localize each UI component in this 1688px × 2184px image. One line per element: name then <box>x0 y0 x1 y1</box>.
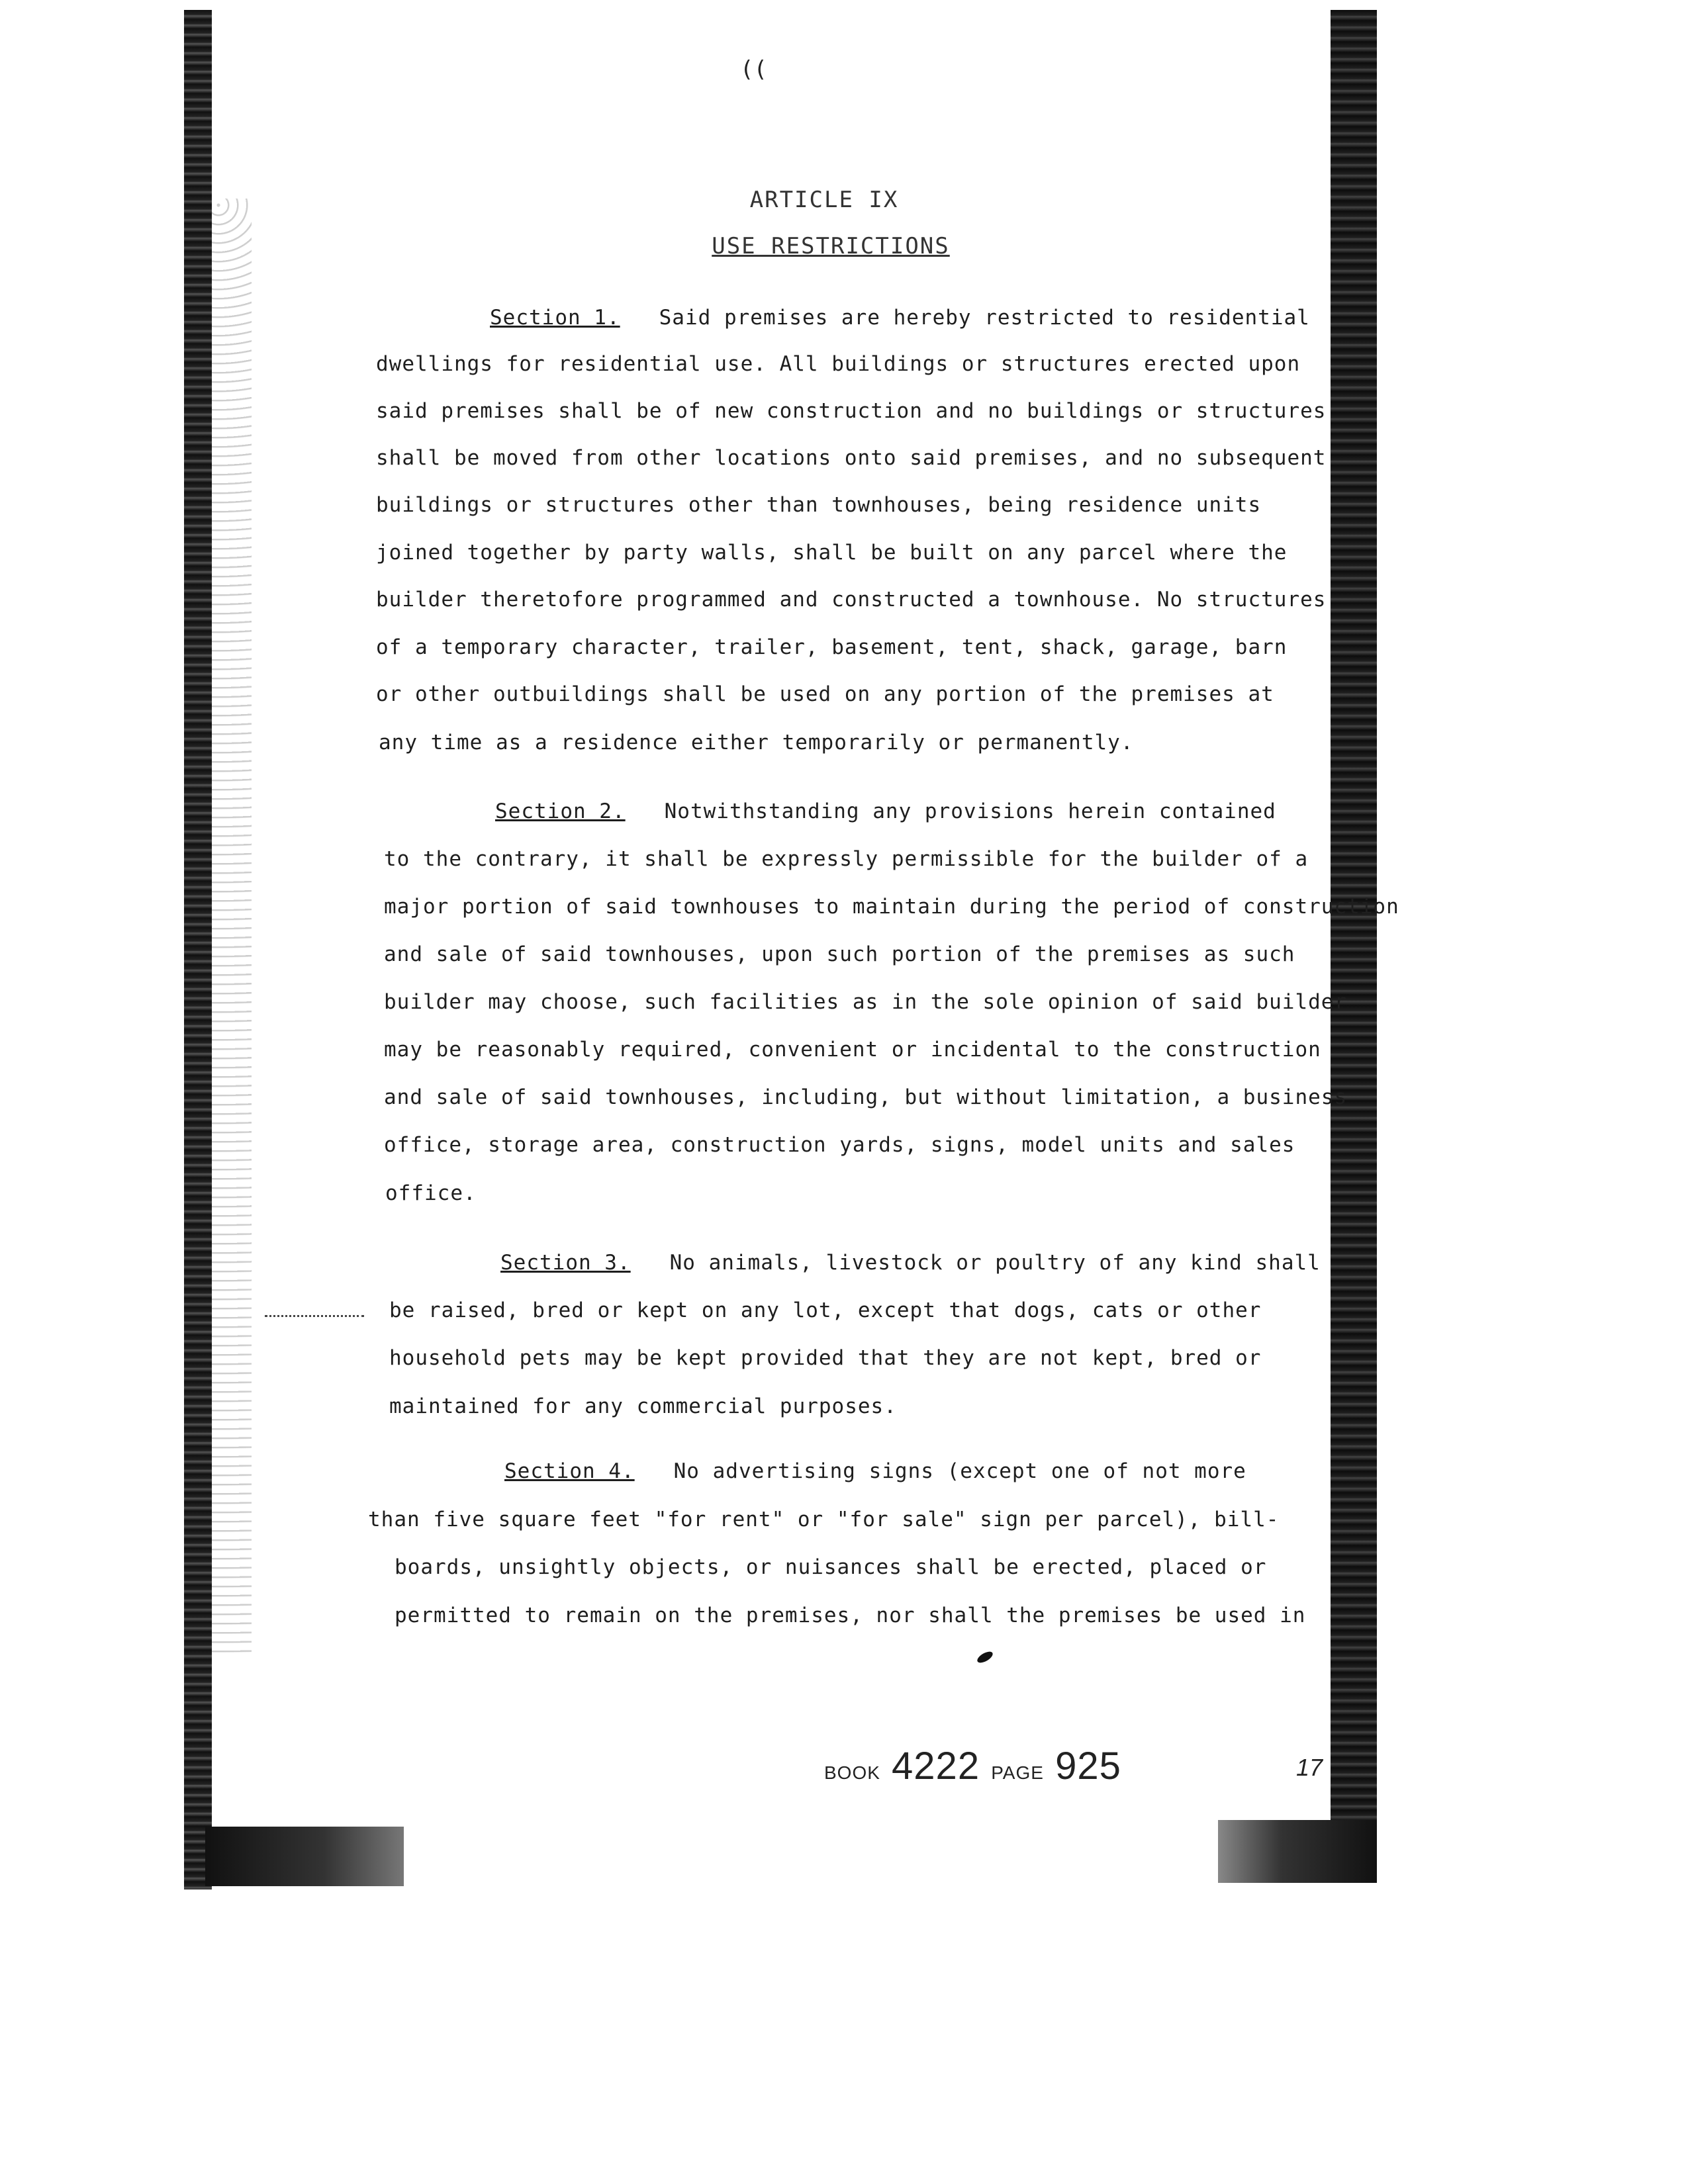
article-title: ARTICLE IX <box>749 187 899 213</box>
section-4-line: permitted to remain on the premises, nor shall the premises be used in <box>395 1604 1306 1627</box>
handwritten-page-number: 17 <box>1296 1754 1323 1781</box>
page-prefix: PAGE <box>991 1762 1044 1783</box>
scan-shadow-bottom-right <box>1218 1820 1377 1883</box>
section-2-line: Notwithstanding any provisions herein contained <box>664 799 1276 823</box>
section-2-label: Section 2. <box>495 799 626 823</box>
section-3-label: Section 3. <box>500 1251 631 1275</box>
scan-noise-left <box>212 199 252 1655</box>
section-1-line: any time as a residence either temporarily or permanently. <box>379 731 1134 754</box>
margin-dashes <box>265 1315 364 1317</box>
section-2-line: may be reasonably required, convenient or incidental to the construction <box>384 1038 1321 1062</box>
section-2-first-line <box>495 799 1276 823</box>
section-4-line: boards, unsightly objects, or nuisances shall be erected, placed or <box>395 1555 1267 1579</box>
section-2-line: office. <box>385 1181 477 1205</box>
section-2-line: office, storage area, construction yards, signs, model units and sales <box>384 1133 1295 1157</box>
section-1-line: shall be moved from other locations onto said premises, and no subsequent <box>376 446 1327 470</box>
section-4-line: than five square feet "for rent" or "for sale" sign per parcel), bill- <box>368 1508 1280 1531</box>
section-1-first-line <box>490 306 1310 330</box>
section-4-label: Section 4. <box>504 1459 635 1483</box>
section-1-line: of a temporary character, trailer, basement, tent, shack, garage, barn <box>376 635 1288 659</box>
scan-edge-left <box>184 10 212 1889</box>
page-top-mark: (( <box>740 56 767 83</box>
section-3-line: be raised, bred or kept on any lot, except that dogs, cats or other <box>389 1298 1262 1322</box>
section-2-line: and sale of said townhouses, upon such portion of the premises as such <box>384 942 1295 966</box>
section-1-line: dwellings for residential use. All buildings or structures erected upon <box>376 352 1301 376</box>
section-1-label: Section 1. <box>490 306 620 330</box>
section-3-line: No animals, livestock or poultry of any kind shall <box>669 1251 1321 1275</box>
section-1-line: said premises shall be of new construction and no buildings or structures <box>376 399 1327 423</box>
section-3-line: household pets may be kept provided that they are not kept, bred or <box>389 1346 1262 1370</box>
scan-edge-right <box>1331 10 1377 1883</box>
section-1-line: Said premises are hereby restricted to residential <box>659 306 1310 330</box>
section-2-line: builder may choose, such facilities as in the sole opinion of said builder <box>384 990 1348 1014</box>
ink-mark <box>976 1649 995 1664</box>
section-3-line: maintained for any commercial purposes. <box>389 1394 897 1418</box>
book-page-stamp <box>824 1744 1121 1788</box>
section-1-line: builder theretofore programmed and constructed a townhouse. No structures <box>376 588 1327 612</box>
section-4-line: No advertising signs (except one of not more <box>673 1459 1246 1483</box>
section-1-line: joined together by party walls, shall be built on any parcel where the <box>376 541 1288 565</box>
book-number: 4222 <box>892 1745 980 1788</box>
section-4-first-line <box>504 1459 1246 1483</box>
book-prefix: BOOK <box>824 1762 880 1783</box>
section-2-line: to the contrary, it shall be expressly permissible for the builder of a <box>384 847 1309 871</box>
section-1-line: buildings or structures other than townhouses, being residence units <box>376 493 1262 517</box>
section-2-line: major portion of said townhouses to maintain during the period of construction <box>384 895 1399 919</box>
section-2-line: and sale of said townhouses, including, but without limitation, a business <box>384 1085 1348 1109</box>
section-3-first-line <box>500 1251 1321 1275</box>
article-subtitle: USE RESTRICTIONS <box>712 233 950 259</box>
scan-shadow-bottom-left <box>205 1827 404 1886</box>
section-1-line: or other outbuildings shall be used on any portion of the premises at <box>376 682 1274 706</box>
book-page-number: 925 <box>1055 1745 1121 1788</box>
